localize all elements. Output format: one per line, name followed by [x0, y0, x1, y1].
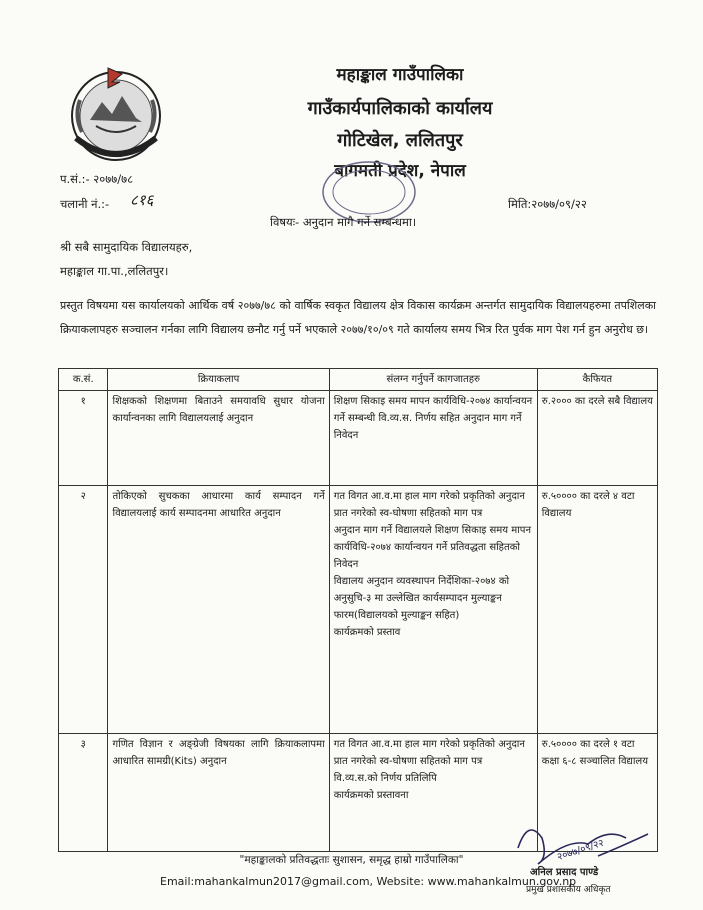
row-sn: २: [59, 486, 108, 734]
nepal-emblem: [60, 60, 172, 164]
addressee-line2: महाङ्काल गा.पा.,ललितपुर।: [60, 264, 169, 278]
row-documents: [329, 391, 537, 486]
office-province: बागमती प्रदेश, नेपाल: [334, 161, 466, 181]
document-item: गत विगत आ.व.मा हाल माग गरेको प्रकृतिको अनुदान प्रात नगरेको स्व-घोषणा सहितको माग पत्र: [333, 739, 525, 767]
activity-table: [58, 368, 658, 852]
dispatch-label: चलानी नं.:-: [60, 197, 110, 211]
col-header-remarks: कैफियत: [537, 369, 657, 391]
row-sn: ३: [59, 734, 108, 852]
row-documents: [329, 734, 537, 852]
document-item: विद्यालय अनुदान व्यवस्थापन निर्देशिका-२०७४ को अनुसुचि-३ मा उल्लेखित कार्यसम्पादन मुल्याङ्कन फारम(विद्यालयको मुल्याङ्कन सहित): [333, 576, 510, 621]
table-row: [59, 391, 658, 486]
letter-date: मिति:२०७७/०९/२२: [508, 197, 587, 211]
col-header-sn: क.सं.: [59, 369, 108, 391]
row-activity: तोकिएको सुचकका आधारमा कार्य सम्पादन गर्ने विद्यालयलाई कार्य सम्पादनमा आधारित अनुदान: [108, 486, 329, 734]
footer-slogan: "महाङ्कालको प्रतिवद्धताः सुशासन, समृद्ध हाम्रो गाउँपालिका": [239, 854, 464, 866]
office-address: गोटिखेल, ललितपुर: [337, 130, 463, 151]
signatory-title: प्रमुख प्रशासकीय अधिकृत: [526, 885, 611, 895]
row-activity: गणित विज्ञान र अङ्ग्रेजी विषयका लागि क्रियाकलापमा आधारित सामग्री(Kits) अनुदान: [108, 734, 329, 852]
document-item: अनुदान माग गर्ने विद्यालयले शिक्षण सिकाइ समय मापन कार्यविधि-२०७४ कार्यान्वयन गर्ने प्रतिवद्धता सहितको निवेदन: [333, 525, 532, 570]
col-header-activity: क्रियाकलाप: [108, 369, 329, 391]
addressee-line1: श्री सबै सामुदायिक विद्यालयहरु,: [60, 240, 193, 254]
col-header-documents: संलग्न गर्नुपर्ने कागजातहरु: [329, 369, 537, 391]
table-header-row: [59, 369, 658, 391]
row-sn: १: [59, 391, 108, 486]
row-remarks: रु.५०००० का दरले ४ वटा विद्यालय: [537, 486, 657, 734]
document-item: कार्यक्रमको प्रस्ताव: [333, 627, 401, 638]
document-item: वि.व्य.स.को निर्णय प्रतिलिपि: [333, 773, 437, 784]
office-name-line1: महाङ्काल गाउँपालिका: [336, 65, 464, 85]
letter-body: प्रस्तुत विषयमा यस कार्यालयको आर्थिक वर्ष २०७७/७८ को वार्षिक स्वकृत विद्यालय क्षेत्र विकास कार्यक्रम अन्तर्गत सामुदायिक विद्यालयहरुमा तपशिलका क्रियाकलापहरु सञ्चालन गर्नका लागि विद्यालय छनौट गर्नु पर्ने भएकाले २०७७/१०/०९ गते कार्यालय समय भित्र रित पुर्वक माग पेश गर्न हुन अनुरोध छ।: [60, 299, 656, 336]
office-name-line2: गाउँकार्यपालिकाको कार्यालय: [307, 98, 493, 119]
reference-number: प.सं.:- २०७७/७८: [60, 172, 134, 186]
row-remarks: रु.५०००० का दरले १ वटा कक्षा ६-८ सञ्चालित विद्यालय: [537, 734, 657, 852]
table-row: [59, 486, 658, 734]
row-documents: [329, 486, 537, 734]
document-item: गत विगत आ.व.मा हाल माग गरेको प्रकृतिको अनुदान प्रात नगरेको स्व-घोषणा सहितको माग पत्र: [333, 491, 525, 519]
document-item: शिक्षण सिकाइ समय मापन कार्यविधि-२०७४ कार्यान्वयन गर्ने सम्बन्धी वि.व्य.स. निर्णय सहित अनुदान माग गर्ने निवेदन: [333, 396, 533, 441]
row-remarks: रु.२००० का दरले सबै विद्यालय: [537, 391, 657, 486]
subject-line: विषयः- अनुदान मागै गर्ने सम्बन्धमा।: [270, 215, 417, 229]
document-item: कार्यक्रमको प्रस्तावना: [333, 790, 409, 801]
signatory-name: अनिल प्रसाद पाण्डे: [530, 867, 599, 878]
signature-date: २०७७/०९/२२: [555, 837, 606, 864]
dispatch-number: ८१६: [130, 191, 154, 209]
row-activity: शिक्षकको शिक्षणमा बिताउने समयावधि सुधार योजना कार्यान्वनका लागि विद्यालयलाई अनुदान: [108, 391, 329, 486]
footer-contact: Email:mahankalmun2017@gmail.com, Website: www.mahankalmun.gov.np: [160, 875, 577, 888]
